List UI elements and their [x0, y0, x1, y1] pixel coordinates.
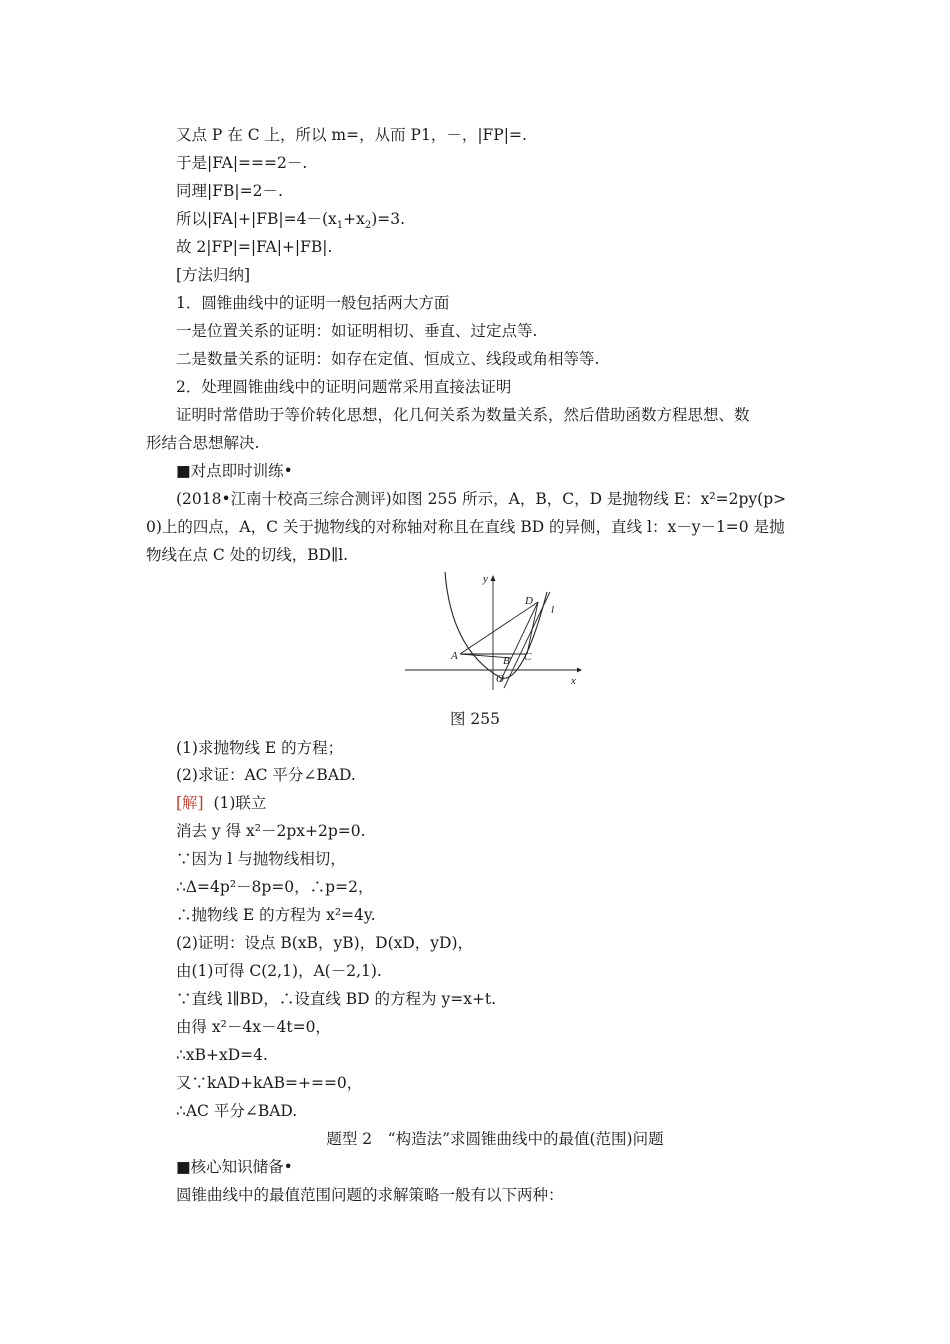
text-line: 1．圆锥曲线中的证明一般包括两大方面: [176, 294, 450, 312]
solution-line: 由得 x²－4x－4t=0，: [176, 1018, 331, 1036]
solution-line: 又∵kAD+kAB=+==0，: [176, 1074, 363, 1092]
solution-line: ∴抛物线 E 的方程为 x²=4y.: [176, 906, 376, 924]
segment-AD: [460, 602, 538, 654]
solution-line: (2)证明：设点 B(xB，yB)，D(xD，yD)，: [176, 934, 474, 952]
y-axis-arrow: [491, 575, 496, 581]
x-axis-arrow: [577, 668, 582, 673]
text-line: 形结合思想解决.: [146, 434, 260, 452]
text-line: 二是数量关系的证明：如存在定值、恒成立、线段或角相等等.: [176, 350, 600, 368]
text-line: 又点 P 在 C 上，所以 m=，从而 P1，－，|FP|=.: [176, 126, 527, 144]
label-B: B: [503, 655, 510, 667]
text-line: 圆锥曲线中的最值范围问题的求解策略一般有以下两种：: [176, 1186, 564, 1204]
label-O: O: [496, 673, 504, 685]
problem-text: 0)上的四点，A，C 关于抛物线的对称轴对称且在直线 BD 的异侧，直线 l：x－y－1=0 是抛: [146, 518, 785, 536]
label-x: x: [571, 675, 576, 687]
section-heading-core: ■核心知识储备•: [176, 1158, 293, 1176]
solution-line: 由(1)可得 C(2,1)，A(－2,1).: [176, 962, 382, 980]
solution-line: ∵直线 l∥BD，∴设直线 BD 的方程为 y=x+t.: [176, 990, 497, 1008]
section-heading-practice: ■对点即时训练•: [176, 462, 293, 480]
question-2: (2)求证：AC 平分∠BAD.: [176, 766, 356, 784]
solution-line: ∴Δ=4p²－8p=0，∴p=2，: [176, 878, 374, 896]
solution-line: ∴AC 平分∠BAD.: [176, 1102, 298, 1120]
section-title-type-2: 题型 2 “构造法”求圆锥曲线中的最值(范围)问题: [326, 1130, 664, 1148]
section-heading-method: [方法归纳]: [176, 266, 251, 284]
parabola-curve: [445, 572, 547, 678]
text-line: 证明时常借助于等价转化思想，化几何关系为数量关系，然后借助函数方程思想、数: [176, 406, 750, 424]
text-line: 所以$|FA|+|FB|=4-(x_1+x_2)=3$.: [176, 210, 406, 232]
text-line: 2．处理圆锥曲线中的证明问题常采用直接法证明: [176, 378, 512, 396]
question-1: (1)求抛物线 E 的方程；: [176, 739, 344, 757]
label-C: C: [524, 651, 532, 663]
text-line: 一是位置关系的证明：如证明相切、垂直、过定点等.: [176, 322, 538, 340]
solution-marker: [解]: [176, 794, 204, 812]
text-line: 于是|FA|===2－.: [176, 154, 308, 172]
parabola-figure: [405, 572, 585, 692]
problem-text: 物线在点 C 处的切线，BD∥l.: [146, 546, 349, 564]
text-line: 同理|FB|=2－.: [176, 182, 283, 200]
problem-text: (2018•江南十校高三综合测评)如图 255 所示，A，B，C，D 是抛物线 E：x²=2py(p>: [176, 490, 787, 508]
solution-line: ∵因为 l 与抛物线相切，: [176, 850, 346, 868]
label-l: l: [551, 604, 555, 616]
label-y: y: [483, 573, 488, 585]
figure-caption: 图 255: [449, 710, 500, 728]
solution-line: 消去 y 得 x²－2px+2p=0.: [176, 822, 366, 840]
label-A: A: [451, 650, 458, 662]
label-D: D: [525, 595, 533, 607]
solution-line: ∴xB+xD=4.: [176, 1046, 268, 1064]
solution-start: [解] (1)联立: [176, 794, 267, 812]
text-line: 故 2|FP|=|FA|+|FB|.: [176, 238, 333, 256]
